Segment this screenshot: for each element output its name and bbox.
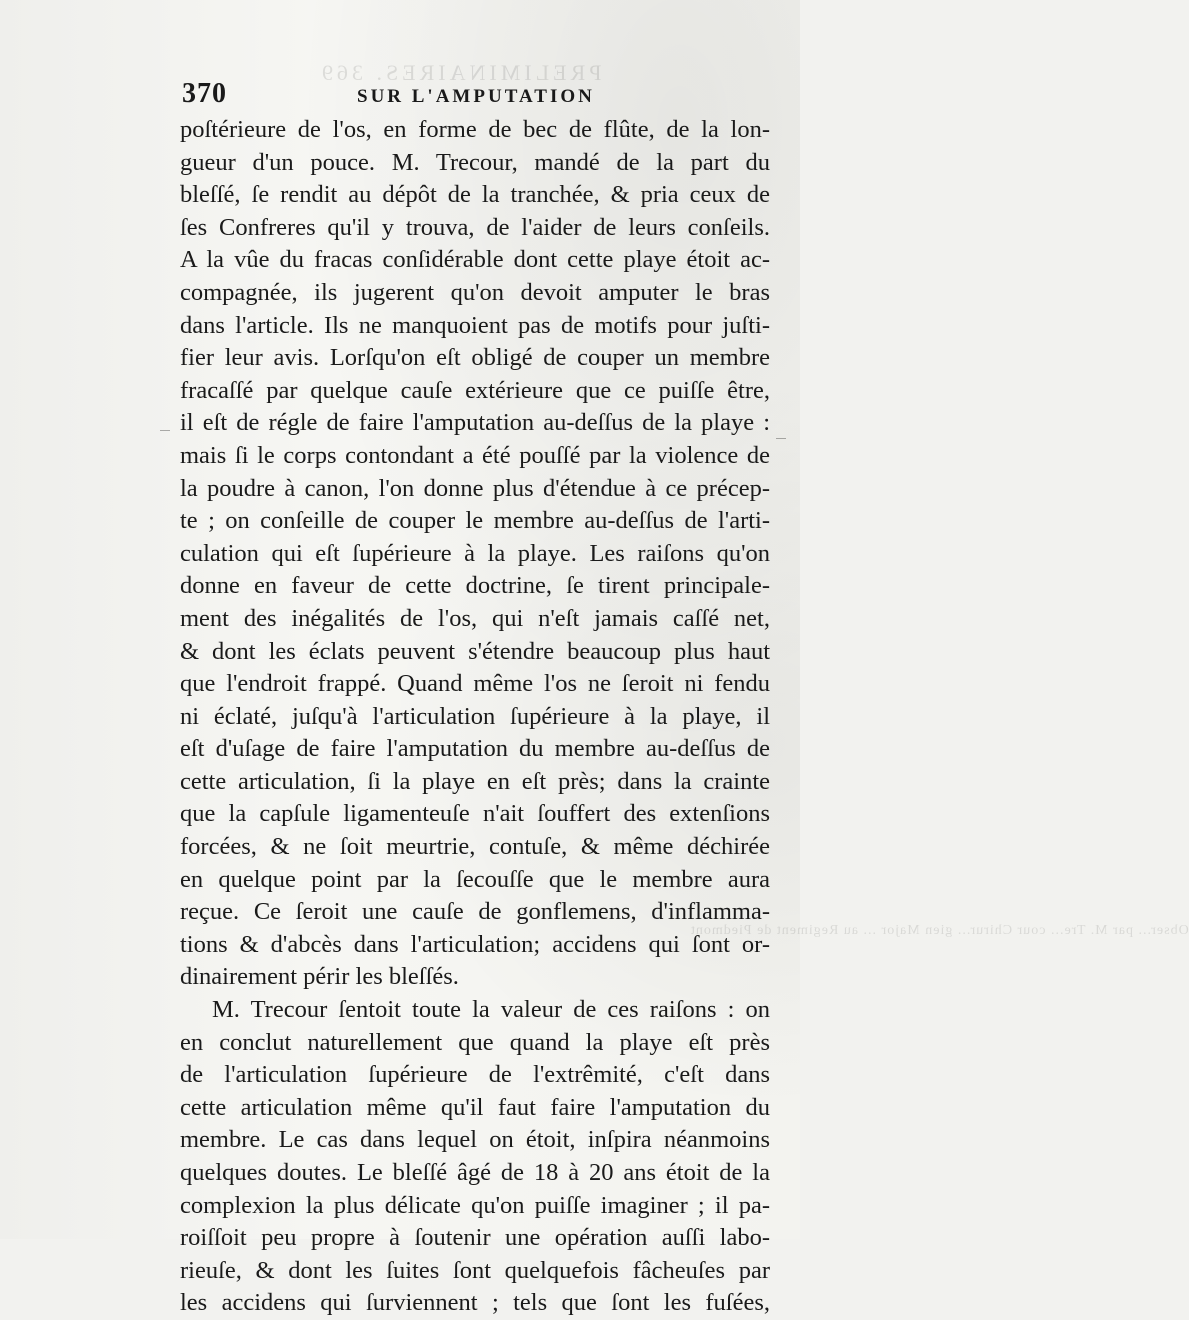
text-line: forcées, & ne ſoit meurtrie, contuſe, & même déchirée xyxy=(180,833,770,861)
text-line: mais ſi le corps contondant a été pouſſé par la violence de xyxy=(180,441,770,469)
text-line: dinairement périr les bleſſés. xyxy=(180,963,459,991)
text-line: te ; on conſeille de couper le membre au-deſſus de l'arti- xyxy=(180,507,770,535)
text-line: ſes Confreres qu'il y trouva, de l'aider de leurs conſeils. xyxy=(180,213,770,241)
text-line: la poudre à canon, l'on donne plus d'étendue à ce précep- xyxy=(180,474,770,502)
margin-mark xyxy=(160,430,170,431)
text-line: cette articulation même qu'il faut faire l'amputation du xyxy=(180,1093,770,1121)
text-line: il eſt de régle de faire l'amputation au-deſſus de la playe : xyxy=(180,409,770,437)
text-line: les accidens qui ſurviennent ; tels que ſont les fuſées, xyxy=(180,1289,770,1317)
text-line: membre. Le cas dans lequel on étoit, inſpira néanmoins xyxy=(180,1126,770,1154)
text-line: de l'articulation ſupérieure de l'extrêmité, c'eſt dans xyxy=(180,1061,770,1089)
text-line: en conclut naturellement que quand la playe eſt près xyxy=(180,1028,770,1056)
text-line: reçue. Ce ſeroit une cauſe de gonflemens, d'inflamma- xyxy=(180,898,770,926)
text-line: eſt d'uſage de faire l'amputation du membre au-deſſus de xyxy=(180,735,770,763)
text-line: complexion la plus délicate qu'on puiſſe imaginer ; il pa- xyxy=(180,1191,770,1219)
page-number: 370 xyxy=(182,78,227,109)
text-line: gueur d'un pouce. M. Trecour, mandé de la part du xyxy=(180,148,770,176)
text-line: bleſſé, ſe rendit au dépôt de la tranchée, & pria ceux de xyxy=(180,181,770,209)
bleed-through-heading: PRELIMINAIRES. 369 xyxy=(318,60,602,85)
text-line: que l'endroit frappé. Quand même l'os ne ſeroit ni fendu xyxy=(180,670,770,698)
text-line: tions & d'abcès dans l'articulation; accidens qui ſont or- xyxy=(180,930,770,958)
text-line: fier leur avis. Lorſqu'on eſt obligé de couper un membre xyxy=(180,344,770,372)
text-line: ni éclaté, juſqu'à l'articulation ſupérieure à la playe, il xyxy=(180,702,770,730)
text-line: cette articulation, ſi la playe en eſt près; dans la crainte xyxy=(180,767,770,795)
bleed-through-margin-note: Obser... par M. Tre... cour Chirur... gien Major ... au Regiment de Piedmont xyxy=(690,923,1189,938)
paragraph-start-line: M. Trecour ſentoit toute la valeur de ces raiſons : on xyxy=(212,996,770,1024)
text-line: poſtérieure de l'os, en forme de bec de flûte, de la lon- xyxy=(180,116,770,143)
text-line: que la capſule ligamenteuſe n'ait ſouffert des extenſions xyxy=(180,800,770,828)
text-line: en quelque point par la ſecouſſe que le membre aura xyxy=(180,865,770,893)
text-line: quelques doutes. Le bleſſé âgé de 18 à 20 ans étoit de la xyxy=(180,1159,770,1186)
text-line: dans l'article. Ils ne manquoient pas de motifs pour juſti- xyxy=(180,311,770,339)
text-line: compagnée, ils jugerent qu'on devoit amputer le bras xyxy=(180,278,770,306)
text-line: rieuſe, & dont les ſuites ſont quelquefois fâcheuſes par xyxy=(180,1256,770,1284)
text-line: donne en faveur de cette doctrine, ſe tirent principale- xyxy=(180,572,770,600)
text-line: roiſſoit peu propre à ſoutenir une opération auſſi labo- xyxy=(180,1224,770,1252)
text-line: ment des inégalités de l'os, qui n'eſt jamais caſſé net, xyxy=(180,604,770,632)
page-header xyxy=(182,78,627,114)
text-line: fracaſſé par quelque cauſe extérieure que ce puiſſe être, xyxy=(180,376,770,404)
text-line: & dont les éclats peuvent s'étendre beaucoup plus haut xyxy=(180,637,770,665)
body-text xyxy=(180,114,770,1320)
margin-mark xyxy=(776,438,786,439)
text-line: culation qui eſt ſupérieure à la playe. Les raiſons qu'on xyxy=(180,539,770,567)
text-line: A la vûe du fracas conſidérable dont cette playe étoit ac- xyxy=(180,246,770,274)
running-title: SUR L'AMPUTATION xyxy=(357,86,595,107)
